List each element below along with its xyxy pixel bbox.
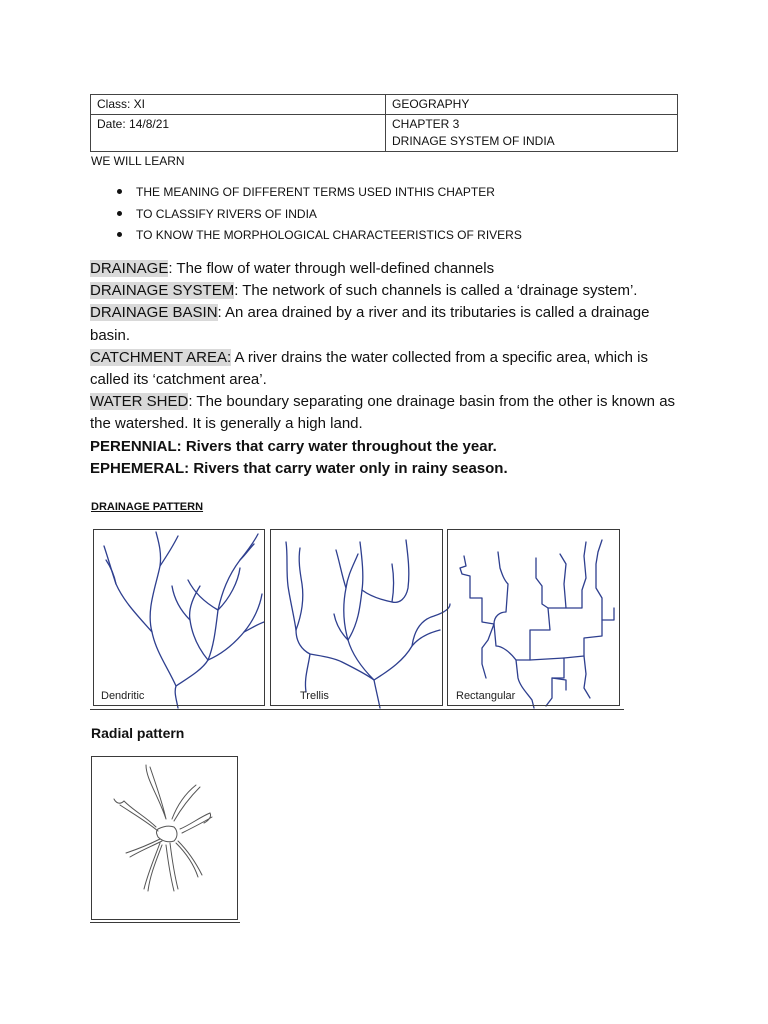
table-row	[91, 95, 678, 115]
drainage-pattern-figure	[90, 528, 624, 712]
definition-text: : The boundary separating one drainage basin from the other is known as the watershed. It is generally a high land.	[90, 393, 676, 433]
chapter-cell	[386, 115, 678, 152]
dendritic-diagram	[104, 532, 264, 708]
definition-text: : The flow of water through well-defined channels	[168, 260, 495, 277]
definition-water-shed	[90, 391, 690, 435]
term-label: WATER SHED	[90, 393, 189, 411]
dendritic-label: Dendritic	[101, 690, 145, 702]
perennial-line: PERENNIAL: Rivers that carry water throughout the year.	[90, 437, 497, 455]
term-label: DRAINAGE	[90, 260, 169, 277]
class-info-table	[90, 94, 678, 152]
trellis-label: Trellis	[300, 690, 329, 702]
definition-drainage-system	[90, 280, 690, 302]
radial-diagram	[114, 765, 212, 891]
drainage-pattern-heading: DRAINAGE PATTERN	[91, 501, 204, 513]
definition-drainage-basin	[90, 302, 690, 346]
list-item: TO KNOW THE MORPHOLOGICAL CHARACTEERISTICS OF RIVERS	[92, 226, 522, 248]
radial-pattern-figure	[90, 755, 240, 925]
list-item: TO CLASSIFY RIVERS OF INDIA	[92, 205, 522, 227]
trellis-frame	[271, 530, 443, 706]
trellis-diagram	[286, 540, 450, 708]
definition-text: : An area drained by a river and its tributaries is called a drainage basin.	[90, 304, 650, 344]
radial-pattern-heading: Radial pattern	[91, 725, 185, 741]
learn-heading: WE WILL LEARN	[91, 154, 185, 168]
learn-list	[92, 183, 522, 248]
definition-catchment-area	[90, 347, 690, 391]
table-row	[91, 115, 678, 152]
definition-text: A river drains the water collected from a specific area, which is called its ‘catchment area’.	[90, 348, 648, 389]
rectangular-label: Rectangular	[456, 690, 516, 702]
list-item: THE MEANING OF DIFFERENT TERMS USED INTHIS CHAPTER	[92, 183, 522, 205]
ephemeral-line: EPHEMERAL: Rivers that carry water only in rainy season.	[90, 459, 508, 477]
definition-drainage	[90, 258, 690, 280]
rectangular-frame	[448, 530, 620, 706]
chapter-title: DRINAGE SYSTEM OF INDIA	[392, 134, 555, 148]
chapter-number: CHAPTER 3	[392, 117, 460, 131]
subject-cell: GEOGRAPHY	[386, 95, 678, 115]
term-label: DRAINAGE SYSTEM	[90, 282, 235, 300]
radial-frame	[92, 757, 238, 920]
definitions-block	[90, 258, 690, 480]
definition-text: : The network of such channels is called a ‘drainage system’.	[234, 282, 638, 300]
term-label: CATCHMENT AREA:	[90, 348, 232, 366]
rectangular-diagram	[460, 540, 614, 708]
date-cell: Date: 14/8/21	[91, 115, 386, 152]
term-label: DRAINAGE BASIN	[90, 304, 218, 322]
dendritic-frame	[94, 530, 265, 706]
class-cell: Class: XI	[91, 95, 386, 115]
